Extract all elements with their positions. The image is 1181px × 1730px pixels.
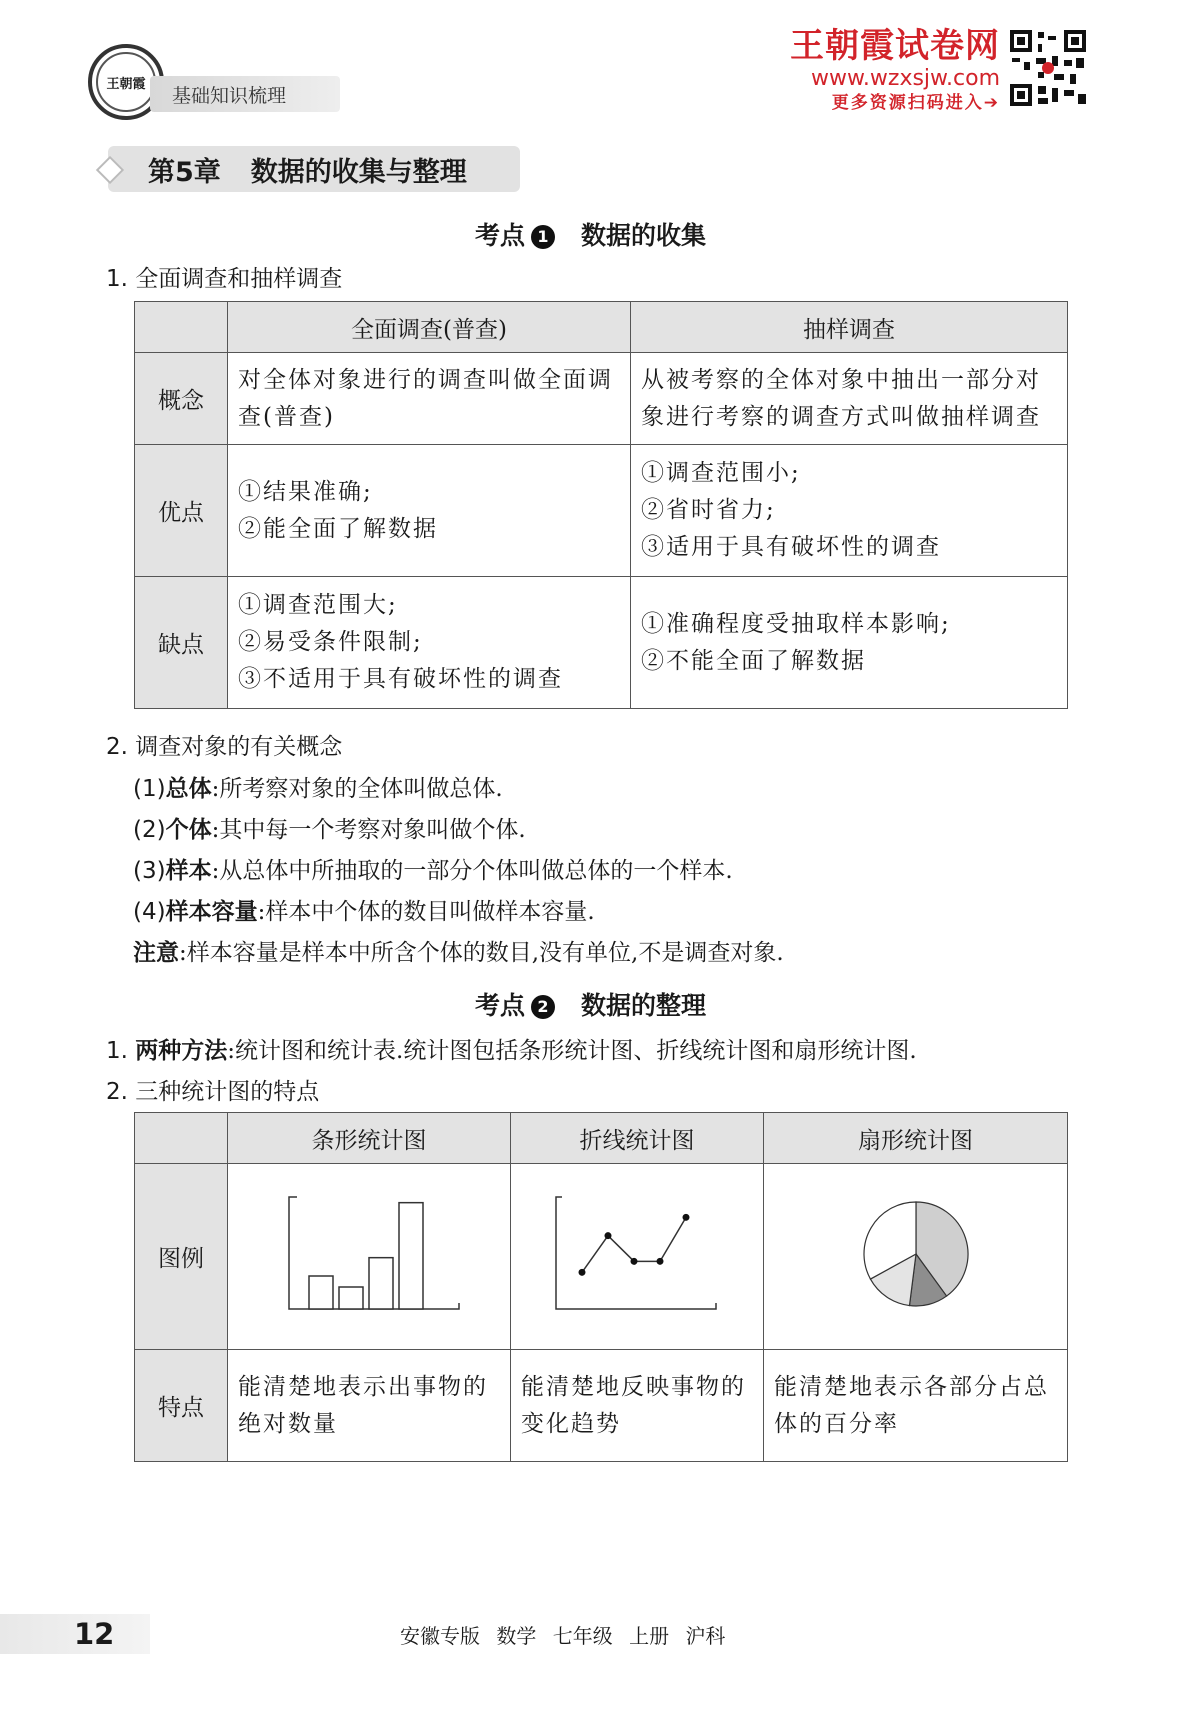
item-number: 1.	[106, 1038, 128, 1064]
row-header: 缺点	[135, 577, 228, 709]
item-number: (3)	[133, 858, 166, 884]
table-row	[135, 1350, 1068, 1462]
kaodian-2-heading	[0, 986, 1181, 1022]
concept-text: :样本中个体的数目叫做样本容量.	[257, 899, 595, 925]
chapter-banner	[108, 146, 520, 192]
cell-line: ②省时省力;	[641, 497, 776, 523]
footer-grade: 七年级	[552, 1624, 613, 1648]
concept-term: 总体	[165, 776, 212, 802]
note-line	[133, 934, 784, 967]
table-cell	[228, 577, 631, 709]
bar-mark	[339, 1287, 363, 1309]
footer-subject: 数学	[496, 1624, 537, 1648]
site-url[interactable]: www.wzxsjw.com	[810, 66, 1000, 91]
row-header: 概念	[135, 353, 228, 445]
bar-mark	[369, 1257, 393, 1308]
table-cell: 能清楚地表示各部分占总体的百分率	[764, 1350, 1068, 1462]
kaodian-name: 数据的整理	[581, 991, 707, 1020]
table-row	[135, 577, 1068, 709]
cell-line: ①调查范围小;	[641, 460, 801, 486]
concept-line	[133, 811, 526, 844]
kaodian-number: 2	[531, 995, 555, 1019]
note-term: 注意	[133, 940, 179, 966]
site-brand[interactable]	[790, 26, 1000, 114]
concept-line	[133, 852, 733, 885]
item-number: (1)	[133, 776, 166, 802]
cell-line: ②易受条件限制;	[238, 629, 423, 655]
column-header: 抽样调查	[631, 302, 1068, 353]
method-line	[106, 1032, 917, 1065]
table-cell	[511, 1164, 764, 1350]
line-point	[657, 1257, 664, 1264]
cell-line: ②能全面了解数据	[238, 515, 438, 542]
site-name: 王朝霞试卷网	[790, 26, 1000, 66]
concept-term: 样本	[165, 858, 212, 884]
kaodian-1-heading	[0, 216, 1181, 252]
seal-text: 王朝霞	[96, 52, 156, 112]
concept-text: :从总体中所抽取的一部分个体叫做总体的一个样本.	[211, 858, 733, 884]
cell-line: ②不能全面了解数据	[641, 647, 866, 674]
cell-line: ③适用于具有破坏性的调查	[641, 534, 941, 560]
method-term: 两种方法	[135, 1038, 228, 1064]
cell-line: ①准确程度受抽取样本影响;	[641, 610, 951, 637]
footer-volume: 上册	[629, 1624, 670, 1648]
table-cell: 从被考察的全体对象中抽出一部分对象进行考察的调查方式叫做抽样调查	[631, 353, 1068, 445]
note-text: :样本容量是样本中所含个体的数目,没有单位,不是调查对象.	[179, 940, 784, 966]
qr-code-icon[interactable]	[1008, 28, 1088, 108]
chart-types-table	[134, 1112, 1068, 1462]
bar-mark	[399, 1202, 423, 1308]
cell-line: ①结果准确;	[238, 478, 373, 505]
table-cell: 能清楚地表示出事物的绝对数量	[228, 1350, 511, 1462]
line-point	[605, 1232, 612, 1239]
line-chart-example	[542, 1184, 732, 1324]
column-header: 扇形统计图	[764, 1113, 1068, 1164]
table-cell	[764, 1164, 1068, 1350]
page-number: 12	[74, 1617, 115, 1651]
item-number: (2)	[133, 817, 166, 843]
concept-line	[133, 770, 503, 803]
table-cell	[228, 445, 631, 577]
footer-publisher: 沪科	[685, 1624, 726, 1648]
section-heading: 2. 三种统计图的特点	[106, 1079, 320, 1105]
table-corner	[135, 302, 228, 353]
table-cell	[631, 577, 1068, 709]
method-text: :统计图和统计表.统计图包括条形统计图、折线统计图和扇形统计图.	[227, 1038, 917, 1064]
footer-info	[400, 1620, 725, 1649]
kaodian-name: 数据的收集	[581, 221, 707, 250]
bar-mark	[309, 1276, 333, 1309]
survey-comparison-table	[134, 301, 1068, 709]
section-heading: 1. 全面调查和抽样调查	[106, 266, 343, 292]
table-row	[135, 445, 1068, 577]
kaodian-prefix: 考点	[474, 221, 525, 250]
item-number: (4)	[133, 899, 166, 925]
table-cell: 能清楚地反映事物的变化趋势	[511, 1350, 764, 1462]
column-header: 条形统计图	[228, 1113, 511, 1164]
pie-chart-example	[846, 1184, 986, 1324]
line-point	[579, 1268, 586, 1275]
table-row	[135, 353, 1068, 445]
line-point	[683, 1213, 690, 1220]
cell-line: ①调查范围大;	[238, 592, 398, 618]
concept-text: :其中每一个考察对象叫做个体.	[211, 817, 526, 843]
kaodian-prefix: 考点	[474, 991, 525, 1020]
section-tag: 基础知识梳理	[150, 76, 340, 112]
bar-chart-example	[269, 1184, 469, 1324]
site-tip: 更多资源扫码进入➔	[831, 93, 1000, 113]
kaodian-number: 1	[531, 225, 555, 249]
row-header: 优点	[135, 445, 228, 577]
row-header: 特点	[135, 1350, 228, 1462]
chapter-label: 第5章	[148, 156, 221, 188]
column-header: 折线统计图	[511, 1113, 764, 1164]
table-row	[135, 1164, 1068, 1350]
concept-line	[133, 893, 595, 926]
cell-line: ③不适用于具有破坏性的调查	[238, 666, 563, 692]
concept-text: :所考察对象的全体叫做总体.	[211, 776, 503, 802]
row-header: 图例	[135, 1164, 228, 1350]
table-cell	[228, 1164, 511, 1350]
footer-edition: 安徽专版	[400, 1624, 480, 1648]
table-cell	[631, 445, 1068, 577]
concept-term: 个体	[165, 817, 212, 843]
table-cell: 对全体对象进行的调查叫做全面调查(普查)	[228, 353, 631, 445]
line-axes	[556, 1197, 716, 1309]
chapter-title: 数据的收集与整理	[250, 156, 467, 188]
concept-term: 样本容量	[165, 899, 258, 925]
line-point	[631, 1257, 638, 1264]
column-header: 全面调查(普查)	[228, 302, 631, 353]
table-corner	[135, 1113, 228, 1164]
section-heading: 2. 调查对象的有关概念	[106, 734, 343, 760]
